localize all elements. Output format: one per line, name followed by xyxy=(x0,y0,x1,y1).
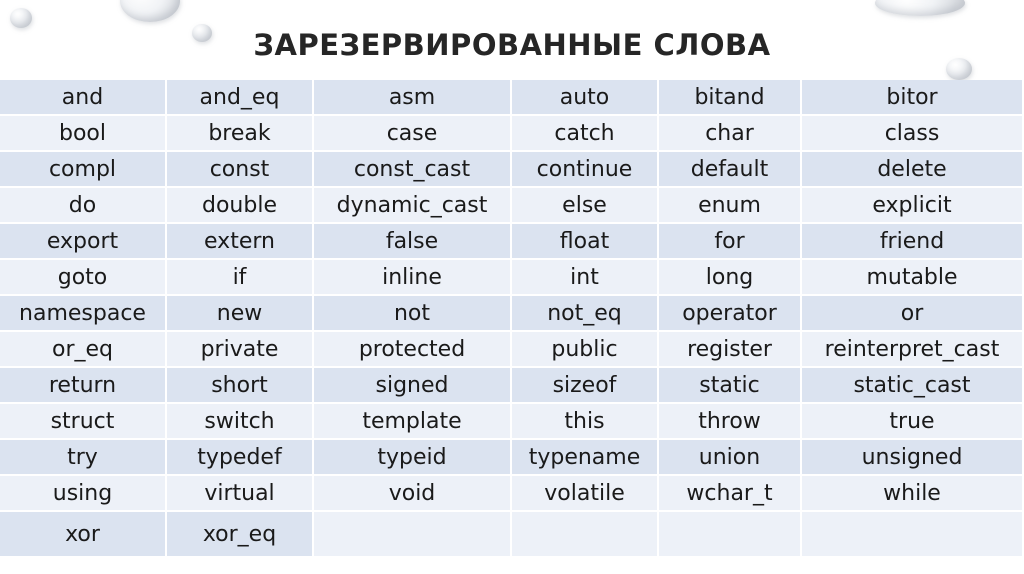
keyword-cell: wchar_t xyxy=(659,476,802,512)
keyword-cell: auto xyxy=(512,80,659,116)
keyword-cell: virtual xyxy=(167,476,314,512)
keyword-cell: break xyxy=(167,116,314,152)
keyword-cell: signed xyxy=(314,368,512,404)
keyword-cell: bitand xyxy=(659,80,802,116)
keyword-cell: xor_eq xyxy=(167,512,314,558)
keyword-cell: or_eq xyxy=(0,332,167,368)
keyword-cell: new xyxy=(167,296,314,332)
keyword-cell: catch xyxy=(512,116,659,152)
keyword-cell: struct xyxy=(0,404,167,440)
keyword-cell: sizeof xyxy=(512,368,659,404)
keyword-cell: compl xyxy=(0,152,167,188)
keyword-cell: unsigned xyxy=(802,440,1024,476)
keyword-cell: not_eq xyxy=(512,296,659,332)
keyword-cell: dynamic_cast xyxy=(314,188,512,224)
water-drop-decoration xyxy=(875,0,965,16)
keyword-cell: inline xyxy=(314,260,512,296)
keyword-cell: float xyxy=(512,224,659,260)
water-drop-decoration xyxy=(120,0,180,22)
keyword-cell: continue xyxy=(512,152,659,188)
keyword-cell: char xyxy=(659,116,802,152)
keyword-cell: template xyxy=(314,404,512,440)
keyword-cell: union xyxy=(659,440,802,476)
keyword-cell: bool xyxy=(0,116,167,152)
keyword-cell: volatile xyxy=(512,476,659,512)
keyword-cell: throw xyxy=(659,404,802,440)
keyword-cell: register xyxy=(659,332,802,368)
keyword-cell: void xyxy=(314,476,512,512)
keyword-cell: xor xyxy=(0,512,167,558)
keyword-cell: not xyxy=(314,296,512,332)
keyword-cell: reinterpret_cast xyxy=(802,332,1024,368)
keyword-cell: while xyxy=(802,476,1024,512)
keyword-cell: asm xyxy=(314,80,512,116)
empty-cell xyxy=(802,512,1024,558)
keyword-cell: int xyxy=(512,260,659,296)
keyword-cell: for xyxy=(659,224,802,260)
keyword-cell: this xyxy=(512,404,659,440)
keyword-cell: static xyxy=(659,368,802,404)
keyword-cell: friend xyxy=(802,224,1024,260)
keyword-cell: try xyxy=(0,440,167,476)
keyword-cell: const_cast xyxy=(314,152,512,188)
keyword-cell: enum xyxy=(659,188,802,224)
keyword-cell: class xyxy=(802,116,1024,152)
slide-title: ЗАРЕЗЕРВИРОВАННЫЕ СЛОВА xyxy=(253,28,771,62)
keyword-cell: namespace xyxy=(0,296,167,332)
keyword-cell: typename xyxy=(512,440,659,476)
keyword-cell: const xyxy=(167,152,314,188)
keyword-cell: public xyxy=(512,332,659,368)
keyword-cell: static_cast xyxy=(802,368,1024,404)
water-drop-decoration xyxy=(10,8,32,28)
keyword-cell: else xyxy=(512,188,659,224)
keyword-cell: if xyxy=(167,260,314,296)
keyword-cell: long xyxy=(659,260,802,296)
keywords-table xyxy=(0,80,1024,558)
keyword-cell: extern xyxy=(167,224,314,260)
keyword-cell: and_eq xyxy=(167,80,314,116)
empty-cell xyxy=(512,512,659,558)
keyword-cell: private xyxy=(167,332,314,368)
keyword-cell: and xyxy=(0,80,167,116)
keyword-cell: using xyxy=(0,476,167,512)
keyword-cell: false xyxy=(314,224,512,260)
keyword-cell: operator xyxy=(659,296,802,332)
keyword-cell: case xyxy=(314,116,512,152)
empty-cell xyxy=(314,512,512,558)
empty-cell xyxy=(659,512,802,558)
keyword-cell: protected xyxy=(314,332,512,368)
keyword-cell: explicit xyxy=(802,188,1024,224)
keyword-cell: delete xyxy=(802,152,1024,188)
keyword-cell: bitor xyxy=(802,80,1024,116)
keyword-cell: true xyxy=(802,404,1024,440)
keyword-cell: return xyxy=(0,368,167,404)
keyword-cell: do xyxy=(0,188,167,224)
keyword-cell: goto xyxy=(0,260,167,296)
keyword-cell: switch xyxy=(167,404,314,440)
keyword-cell: typeid xyxy=(314,440,512,476)
keyword-cell: typedef xyxy=(167,440,314,476)
keyword-cell: export xyxy=(0,224,167,260)
keyword-cell: short xyxy=(167,368,314,404)
keyword-cell: or xyxy=(802,296,1024,332)
keyword-cell: default xyxy=(659,152,802,188)
keyword-cell: double xyxy=(167,188,314,224)
keyword-cell: mutable xyxy=(802,260,1024,296)
